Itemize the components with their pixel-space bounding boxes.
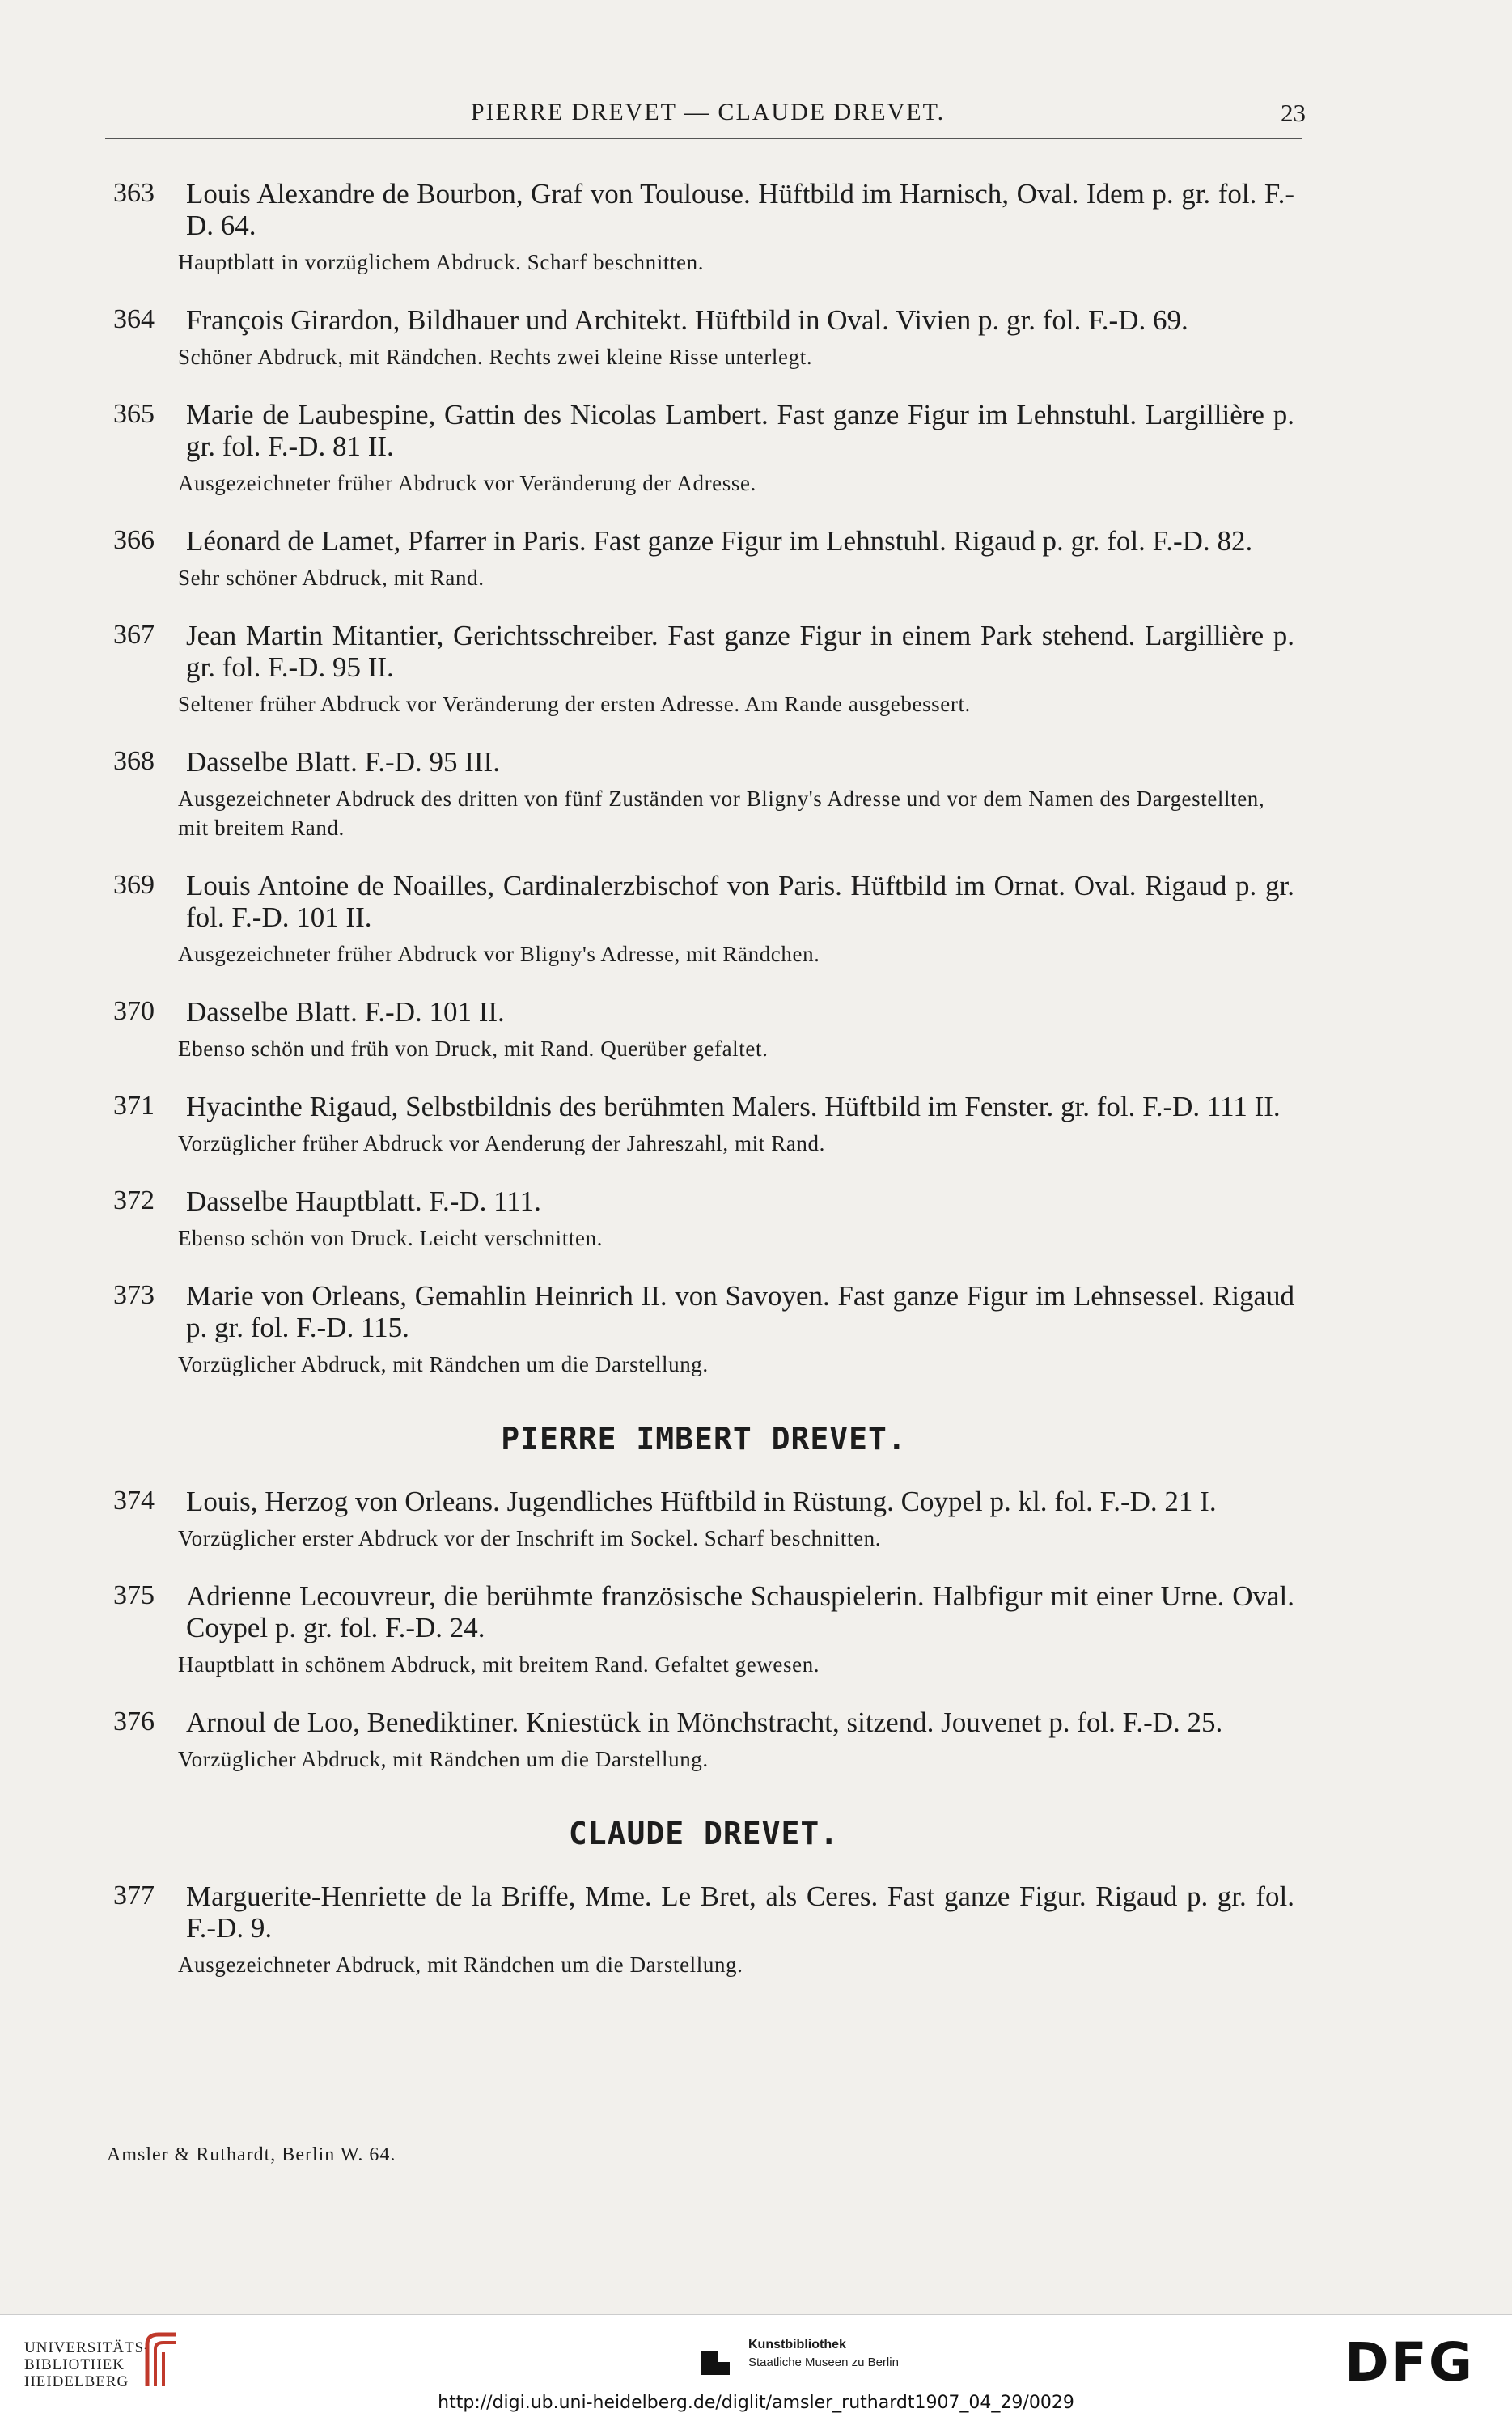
- entry-title: Dasselbe Blatt. F.-D. 101 II.: [186, 996, 505, 1028]
- entry-condition-note: Ausgezeichneter früher Abdruck vor Veränderung der Adresse.: [178, 471, 756, 495]
- entry-title: Hyacinthe Rigaud, Selbstbildnis des berühmten Malers. Hüftbild im Fenster. gr. fol. F.-D. 111 II.: [186, 1091, 1281, 1122]
- entry-body: [186, 1486, 1294, 1517]
- entry-body: [186, 870, 1294, 933]
- entry-condition-note: Schöner Abdruck, mit Rändchen. Rechts zwei kleine Risse unterlegt.: [178, 345, 813, 369]
- entry-number: 364: [113, 304, 155, 334]
- entry-body: [186, 1185, 1294, 1217]
- catalog-entries: [113, 178, 1294, 2007]
- entries-group-1: [113, 178, 1294, 1379]
- entry-row: [113, 1091, 1294, 1122]
- entry-condition-note: Hauptblatt in schönem Abdruck, mit breitem Rand. Gefaltet gewesen.: [178, 1652, 820, 1677]
- entry-number: 368: [113, 746, 155, 776]
- entry-number: 371: [113, 1091, 155, 1121]
- entries-group-2: [113, 1486, 1294, 1774]
- entry-body: [186, 620, 1294, 683]
- header-rule: [105, 138, 1302, 139]
- entry-body: [186, 746, 1294, 778]
- entry-row: [113, 1881, 1294, 1944]
- entry-row: [113, 1185, 1294, 1217]
- catalog-entry: [113, 1580, 1294, 1679]
- entry-title: Léonard de Lamet, Pfarrer in Paris. Fast ganze Figur im Lehnstuhl. Rigaud p. gr. fol. F.-D. 82.: [186, 525, 1253, 557]
- entry-condition-note: Ebenso schön und früh von Druck, mit Rand. Querüber gefaltet.: [178, 1037, 769, 1061]
- uni-line-1: UNIVERSITÄTS-: [24, 2339, 150, 2356]
- section-heading-claude: CLAUDE DREVET.: [568, 1816, 840, 1851]
- entry-title: Marie von Orleans, Gemahlin Heinrich II. von Savoyen. Fast ganze Figur im Lehnsessel. Rigaud p. gr. fol. F.-D. 115.: [186, 1280, 1294, 1343]
- entry-title: Dasselbe Blatt. F.-D. 95 III.: [186, 746, 500, 778]
- catalog-entry: [113, 1280, 1294, 1379]
- entry-title: François Girardon, Bildhauer und Architekt. Hüftbild in Oval. Vivien p. gr. fol. F.-D. 69.: [186, 304, 1188, 336]
- entry-number: 376: [113, 1707, 155, 1736]
- entry-condition-note: Ebenso schön von Druck. Leicht verschnitten.: [178, 1226, 604, 1250]
- entry-title: Louis Alexandre de Bourbon, Graf von Toulouse. Hüftbild im Harnisch, Oval. Idem p. gr. fol. F.-D. 64.: [186, 178, 1294, 241]
- catalog-entry: [113, 996, 1294, 1063]
- entry-row: [113, 996, 1294, 1028]
- catalog-entry: [113, 178, 1294, 277]
- kunstbibliothek-name: Kunstbibliothek: [748, 2338, 846, 2351]
- header-title: PIERRE DREVET — CLAUDE DREVET.: [470, 99, 946, 125]
- entry-number: 377: [113, 1881, 155, 1910]
- catalog-entry: [113, 304, 1294, 371]
- entry-body: [186, 399, 1294, 462]
- heidelberg-logo-icon: [139, 2330, 184, 2394]
- entry-number: 365: [113, 399, 155, 429]
- entry-number: 367: [113, 620, 155, 650]
- entry-number: 375: [113, 1580, 155, 1610]
- kunstbibliothek-text: [748, 2338, 899, 2369]
- entry-title: Louis Antoine de Noailles, Cardinalerzbischof von Paris. Hüftbild im Ornat. Oval. Rigaud p. gr. fol. F.-D. 101 II.: [186, 870, 1294, 933]
- entry-row: [113, 304, 1294, 336]
- catalog-entry: [113, 525, 1294, 592]
- entry-condition-note: Vorzüglicher früher Abdruck vor Aenderung der Jahreszahl, mit Rand.: [178, 1131, 825, 1155]
- heidelberg-library-logo-text: [24, 2339, 150, 2390]
- entry-body: [186, 1881, 1294, 1944]
- entry-title: Arnoul de Loo, Benediktiner. Kniestück in Mönchstracht, sitzend. Jouvenet p. fol. F.-D. 25.: [186, 1707, 1223, 1738]
- entry-row: [113, 525, 1294, 557]
- catalog-entry: [113, 1185, 1294, 1253]
- entry-condition-note: Ausgezeichneter früher Abdruck vor Bligny's Adresse, mit Rändchen.: [178, 942, 820, 966]
- source-url[interactable]: http://digi.ub.uni-heidelberg.de/diglit/amsler_ruthardt1907_04_29/0029: [438, 2393, 1074, 2413]
- entry-body: [186, 1580, 1294, 1643]
- entry-body: [186, 1280, 1294, 1343]
- entry-condition-note: Hauptblatt in vorzüglichem Abdruck. Scharf beschnitten.: [178, 250, 705, 274]
- entry-row: [113, 1486, 1294, 1517]
- catalog-entry: [113, 870, 1294, 969]
- entry-body: [186, 1091, 1294, 1122]
- entry-number: 373: [113, 1280, 155, 1310]
- entry-row: [113, 399, 1294, 462]
- entry-row: [113, 1580, 1294, 1643]
- entry-condition-note: Ausgezeichneter Abdruck, mit Rändchen um die Darstellung.: [178, 1953, 743, 1977]
- entry-title: Marie de Laubespine, Gattin des Nicolas Lambert. Fast ganze Figur im Lehnstuhl. Largillière p. gr. fol. F.-D. 81 II.: [186, 399, 1294, 462]
- entry-number: 372: [113, 1185, 155, 1215]
- entry-row: [113, 178, 1294, 241]
- entry-condition-note: Vorzüglicher erster Abdruck vor der Inschrift im Sockel. Scharf beschnitten.: [178, 1526, 882, 1550]
- entries-group-3: [113, 1881, 1294, 1979]
- entry-body: [186, 304, 1294, 336]
- entry-condition-note: Sehr schöner Abdruck, mit Rand.: [178, 566, 485, 590]
- catalog-entry: [113, 1091, 1294, 1158]
- page-number: 23: [1281, 99, 1306, 127]
- kunstbibliothek-logo-icon: [696, 2343, 735, 2382]
- digitization-footer: [0, 2315, 1512, 2417]
- entry-condition-note: Vorzüglicher Abdruck, mit Rändchen um die Darstellung.: [178, 1352, 709, 1376]
- catalog-entry: [113, 1486, 1294, 1553]
- entry-body: [186, 996, 1294, 1028]
- entry-row: [113, 870, 1294, 933]
- entry-title: Jean Martin Mitantier, Gerichtsschreiber. Fast ganze Figur in einem Park stehend. Largillière p. gr. fol. F.-D. 95 II.: [186, 620, 1294, 683]
- entry-number: 366: [113, 525, 155, 555]
- catalog-entry: [113, 1881, 1294, 1979]
- entry-number: 369: [113, 870, 155, 900]
- entry-row: [113, 746, 1294, 778]
- catalog-entry: [113, 620, 1294, 719]
- running-header: [105, 95, 1306, 136]
- entry-number: 363: [113, 178, 155, 208]
- entry-condition-note: Ausgezeichneter Abdruck des dritten von fünf Zuständen vor Bligny's Adresse und vor dem Namen des Dargestellten, mit breitem Rand.: [178, 787, 1265, 840]
- section-heading-pierre-imbert: PIERRE IMBERT DREVET.: [501, 1421, 907, 1457]
- entry-body: [186, 1707, 1294, 1738]
- entry-number: 374: [113, 1486, 155, 1516]
- entry-row: [113, 620, 1294, 683]
- kunstbibliothek-subtitle: Staatliche Museen zu Berlin: [748, 2356, 899, 2369]
- uni-line-3: HEIDELBERG: [24, 2373, 129, 2390]
- entry-title: Dasselbe Hauptblatt. F.-D. 111.: [186, 1185, 541, 1217]
- entry-number: 370: [113, 996, 155, 1026]
- entry-condition-note: Seltener früher Abdruck vor Veränderung der ersten Adresse. Am Rande ausgebessert.: [178, 692, 971, 716]
- catalog-entry: [113, 746, 1294, 842]
- entry-body: [186, 178, 1294, 241]
- catalog-entry: [113, 1707, 1294, 1774]
- entry-row: [113, 1280, 1294, 1343]
- entry-row: [113, 1707, 1294, 1738]
- entry-title: Adrienne Lecouvreur, die berühmte französische Schauspielerin. Halbfigur mit einer Urne. Oval. Coypel p. gr. fol. F.-D. 24.: [186, 1580, 1294, 1643]
- publisher-imprint: Amsler & Ruthardt, Berlin W. 64.: [107, 2144, 396, 2165]
- entry-body: [186, 525, 1294, 557]
- entry-condition-note: Vorzüglicher Abdruck, mit Rändchen um die Darstellung.: [178, 1747, 709, 1771]
- dfg-logo: DFG: [1345, 2331, 1475, 2394]
- catalog-entry: [113, 399, 1294, 498]
- entry-title: Marguerite-Henriette de la Briffe, Mme. Le Bret, als Ceres. Fast ganze Figur. Rigaud p. gr. fol. F.-D. 9.: [186, 1881, 1294, 1944]
- uni-line-2: BIBLIOTHEK: [24, 2356, 125, 2373]
- entry-title: Louis, Herzog von Orleans. Jugendliches Hüftbild in Rüstung. Coypel p. kl. fol. F.-D. 21 I.: [186, 1486, 1217, 1517]
